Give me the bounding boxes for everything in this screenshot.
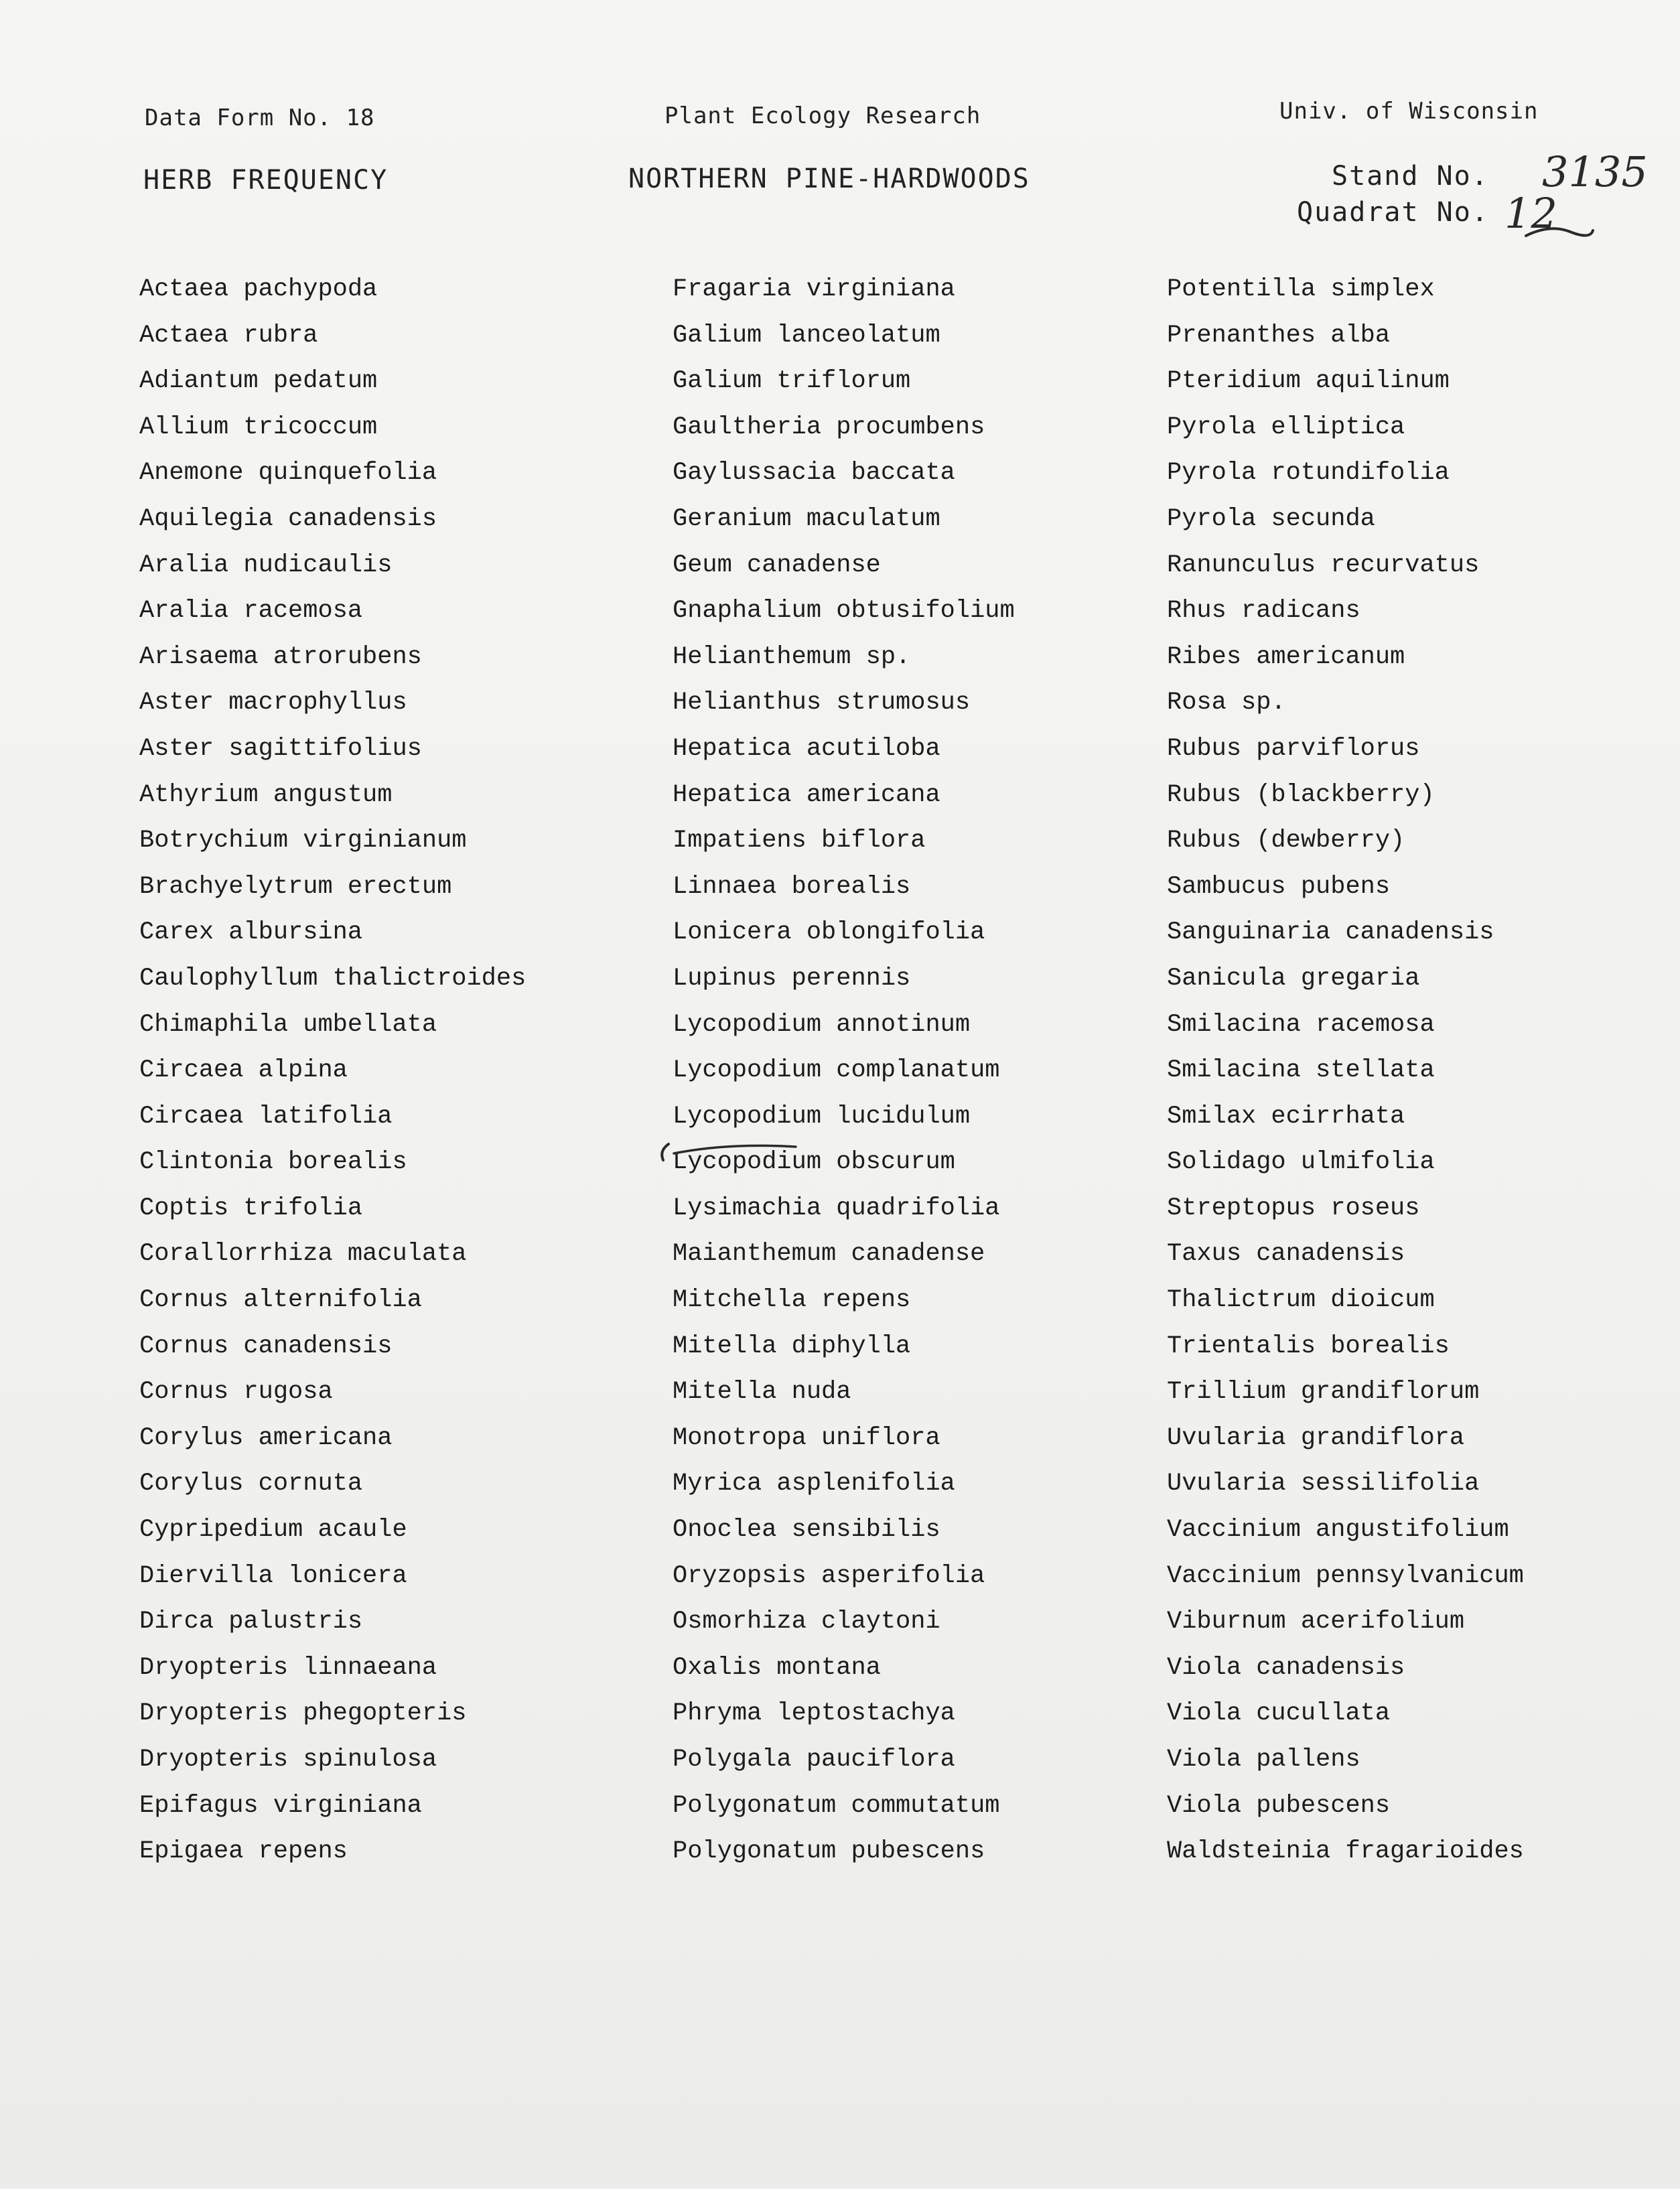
species-item: Geranium maculatum bbox=[673, 504, 940, 533]
species-item: Osmorhiza claytoni bbox=[673, 1608, 940, 1636]
species-item: Aralia nudicaulis bbox=[139, 551, 393, 579]
species-item: Polygonatum commutatum bbox=[673, 1791, 1000, 1820]
species-item: Aquilegia canadensis bbox=[139, 504, 437, 533]
species-item: Diervilla lonicera bbox=[139, 1561, 407, 1590]
species-item: Viola pubescens bbox=[1167, 1791, 1391, 1820]
species-item: Aralia racemosa bbox=[139, 597, 363, 626]
species-item: Dryopteris phegopteris bbox=[139, 1699, 467, 1728]
species-item: Impatiens biflora bbox=[673, 827, 926, 855]
species-item: Cypripedium acaule bbox=[139, 1516, 407, 1545]
species-item: Actaea rubra bbox=[139, 321, 318, 350]
species-item: Polygonatum pubescens bbox=[673, 1837, 985, 1866]
species-item: Phryma leptostachya bbox=[673, 1699, 955, 1728]
species-item: Hepatica acutiloba bbox=[673, 734, 940, 763]
quadrat-number-handwritten: 12 bbox=[1504, 189, 1557, 238]
species-item: Mitchella repens bbox=[673, 1286, 911, 1315]
species-item: Viola canadensis bbox=[1167, 1653, 1405, 1682]
project-name: Plant Ecology Research bbox=[664, 102, 981, 129]
species-item: Anemone quinquefolia bbox=[139, 459, 437, 488]
species-item: Gaultheria procumbens bbox=[673, 413, 985, 441]
species-item: Viburnum acerifolium bbox=[1167, 1608, 1465, 1636]
species-item: Botrychium virginianum bbox=[139, 827, 467, 855]
species-item: Geum canadense bbox=[673, 551, 881, 579]
species-item: Chimaphila umbellata bbox=[139, 1010, 437, 1039]
species-item: Linnaea borealis bbox=[673, 872, 911, 901]
species-item: Circaea alpina bbox=[139, 1056, 348, 1085]
species-item: Lycopodium complanatum bbox=[673, 1056, 1000, 1085]
species-item: Clintonia borealis bbox=[139, 1148, 407, 1177]
species-item: Lysimachia quadrifolia bbox=[673, 1194, 1000, 1222]
quadrat-label: Quadrat No. bbox=[1297, 197, 1489, 228]
species-item: Epifagus virginiana bbox=[139, 1791, 422, 1820]
species-item: Polygala pauciflora bbox=[673, 1746, 955, 1774]
community-title: NORTHERN PINE-HARDWOODS bbox=[628, 163, 1030, 194]
species-item: Dryopteris spinulosa bbox=[139, 1746, 437, 1774]
species-item: Rubus (blackberry) bbox=[1167, 780, 1435, 809]
species-item: Solidago ulmifolia bbox=[1167, 1148, 1435, 1177]
species-item: Helianthus strumosus bbox=[673, 689, 971, 717]
species-item: Gaylussacia baccata bbox=[673, 459, 955, 488]
species-item: Corallorrhiza maculata bbox=[139, 1240, 467, 1269]
species-item: Galium lanceolatum bbox=[673, 321, 940, 350]
species-item: Lycopodium annotinum bbox=[673, 1010, 971, 1039]
species-item: Caulophyllum thalictroides bbox=[139, 964, 527, 993]
species-item: Trillium grandiflorum bbox=[1167, 1378, 1480, 1407]
species-item: Rhus radicans bbox=[1167, 597, 1360, 626]
species-item: Lycopodium obscurum bbox=[673, 1148, 955, 1177]
species-item: Helianthemum sp. bbox=[673, 642, 911, 671]
species-item: Streptopus roseus bbox=[1167, 1194, 1420, 1222]
species-item: Aster sagittifolius bbox=[139, 734, 422, 763]
species-item: Lycopodium lucidulum bbox=[673, 1102, 971, 1131]
species-item: Circaea latifolia bbox=[139, 1102, 393, 1131]
species-item: Pteridium aquilinum bbox=[1167, 367, 1450, 396]
species-item: Vaccinium angustifolium bbox=[1167, 1516, 1509, 1545]
species-item: Maianthemum canadense bbox=[673, 1240, 985, 1269]
form-number: Data Form No. 18 bbox=[145, 104, 375, 131]
species-column-1 bbox=[139, 267, 526, 1875]
species-item: Arisaema atrorubens bbox=[139, 642, 422, 671]
species-item: Actaea pachypoda bbox=[139, 275, 378, 303]
species-item: Sambucus pubens bbox=[1167, 872, 1391, 901]
species-item: Lonicera oblongifolia bbox=[673, 918, 985, 947]
species-item: Oxalis montana bbox=[673, 1653, 881, 1682]
species-item: Trientalis borealis bbox=[1167, 1332, 1450, 1360]
species-item: Prenanthes alba bbox=[1167, 321, 1391, 350]
stand-label: Stand No. bbox=[1332, 161, 1489, 192]
species-item: Rubus (dewberry) bbox=[1167, 827, 1405, 855]
species-item: Corylus cornuta bbox=[139, 1470, 363, 1498]
species-item: Sanguinaria canadensis bbox=[1167, 918, 1494, 947]
species-item: Monotropa uniflora bbox=[673, 1423, 940, 1452]
species-item: Thalictrum dioicum bbox=[1167, 1286, 1435, 1315]
species-item: Waldsteinia fragarioides bbox=[1167, 1837, 1524, 1866]
species-item: Adiantum pedatum bbox=[139, 367, 378, 396]
species-item: Brachyelytrum erectum bbox=[139, 872, 452, 901]
species-item: Athyrium angustum bbox=[139, 780, 393, 809]
species-item: Smilacina racemosa bbox=[1167, 1010, 1435, 1039]
species-item: Rosa sp. bbox=[1167, 689, 1286, 717]
species-item: Uvularia grandiflora bbox=[1167, 1423, 1465, 1452]
institution-name: Univ. of Wisconsin bbox=[1279, 98, 1539, 125]
species-column-2 bbox=[673, 267, 1015, 1875]
species-item: Aster macrophyllus bbox=[139, 689, 407, 717]
species-item: Coptis trifolia bbox=[139, 1194, 363, 1222]
species-item: Cornus alternifolia bbox=[139, 1286, 422, 1315]
species-item: Sanicula gregaria bbox=[1167, 964, 1420, 993]
species-item: Pyrola elliptica bbox=[1167, 413, 1405, 441]
species-item: Fragaria virginiana bbox=[673, 275, 955, 303]
species-item: Potentilla simplex bbox=[1167, 275, 1435, 303]
species-item: Corylus americana bbox=[139, 1423, 393, 1452]
species-item: Pyrola rotundifolia bbox=[1167, 459, 1450, 488]
species-item: Oryzopsis asperifolia bbox=[673, 1561, 985, 1590]
species-item: Onoclea sensibilis bbox=[673, 1516, 940, 1545]
species-item: Pyrola secunda bbox=[1167, 504, 1375, 533]
species-item: Allium tricoccum bbox=[139, 413, 378, 441]
species-item: Viola cucullata bbox=[1167, 1699, 1391, 1728]
stand-number-handwritten: 3135 bbox=[1542, 147, 1648, 196]
species-item: Rubus parviflorus bbox=[1167, 734, 1420, 763]
species-item: Cornus rugosa bbox=[139, 1378, 333, 1407]
species-item: Mitella diphylla bbox=[673, 1332, 911, 1360]
species-item: Lupinus perennis bbox=[673, 964, 911, 993]
species-item: Gnaphalium obtusifolium bbox=[673, 597, 1015, 626]
species-item: Uvularia sessilifolia bbox=[1167, 1470, 1480, 1498]
species-item: Galium triflorum bbox=[673, 367, 911, 396]
species-item: Myrica asplenifolia bbox=[673, 1470, 955, 1498]
species-item: Hepatica americana bbox=[673, 780, 940, 809]
species-item: Ribes americanum bbox=[1167, 642, 1405, 671]
form-title: HERB FREQUENCY bbox=[143, 165, 389, 196]
species-column-3 bbox=[1167, 267, 1524, 1875]
species-item: Dirca palustris bbox=[139, 1608, 363, 1636]
species-item: Vaccinium pennsylvanicum bbox=[1167, 1561, 1524, 1590]
species-item: Smilax ecirrhata bbox=[1167, 1102, 1405, 1131]
species-item: Taxus canadensis bbox=[1167, 1240, 1405, 1269]
species-item: Dryopteris linnaeana bbox=[139, 1653, 437, 1682]
species-item: Cornus canadensis bbox=[139, 1332, 393, 1360]
species-item: Ranunculus recurvatus bbox=[1167, 551, 1480, 579]
species-item: Mitella nuda bbox=[673, 1378, 851, 1407]
species-item: Epigaea repens bbox=[139, 1837, 348, 1866]
species-item: Carex albursina bbox=[139, 918, 363, 947]
species-item: Viola pallens bbox=[1167, 1746, 1360, 1774]
species-item: Smilacina stellata bbox=[1167, 1056, 1435, 1085]
